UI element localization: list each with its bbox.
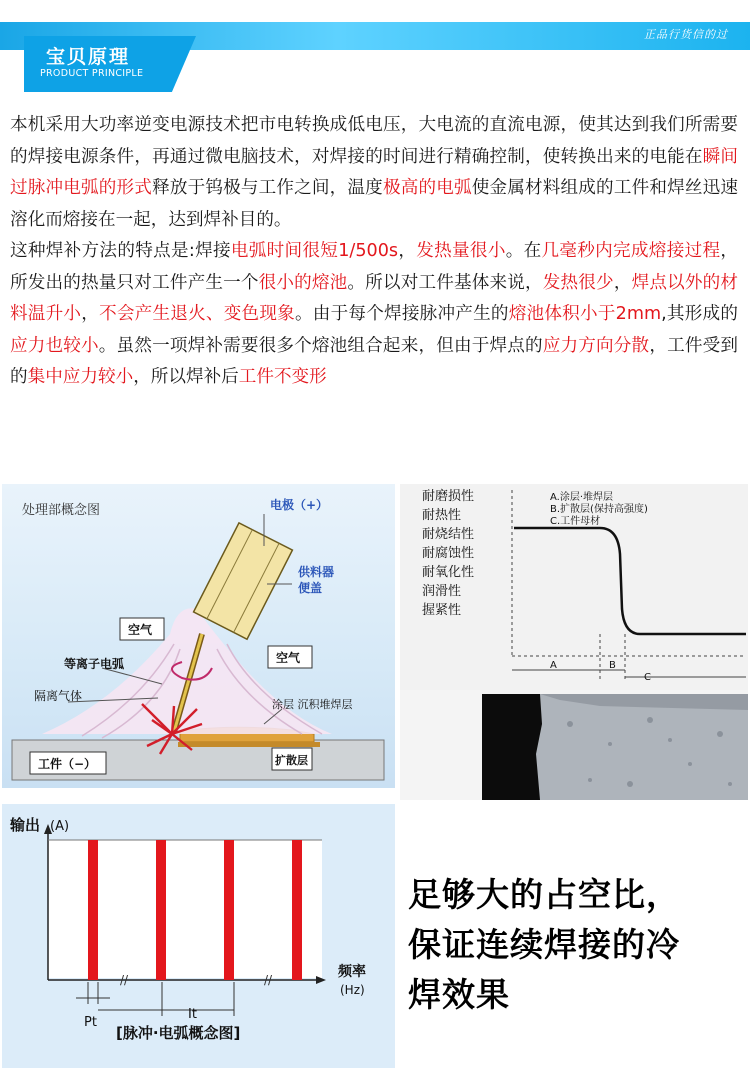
body-text: ,其形成的 <box>661 304 738 324</box>
description-paragraph-1 <box>10 110 738 236</box>
highlight-text: 焊点以外的材料温升小 <box>10 272 738 324</box>
highlight-text: 发热量很小 <box>416 241 506 261</box>
diffusion-label: 扩散层 <box>275 754 308 767</box>
highlight-text: 瞬间过脉冲电弧的形式 <box>10 146 738 198</box>
pulse-bar <box>88 840 98 980</box>
axis-break-2: // <box>264 973 273 987</box>
highlight-text: 应力也较小 <box>10 335 99 356</box>
shield-gas-plume <box>42 608 332 734</box>
body-text: 本机采用大功率逆变电源技术把市电转换成低电压，大电流的直流电源，使其达到我们所需要的焊接电源条件，再通过微电脑技术，对焊接的时间进行精确控制，使转换出来的电能在 <box>10 115 738 167</box>
pulse-diagram <box>2 804 395 1068</box>
description-paragraph-2 <box>10 236 738 394</box>
highlight-text: 极高的电弧 <box>382 178 472 198</box>
feeder-label: 供料器 <box>298 565 335 579</box>
electrode-label: 电极（+） <box>270 498 329 512</box>
zone-a-label: A <box>550 660 557 671</box>
properties-diagram-svg <box>400 484 748 800</box>
highlight-text: 集中应力较小 <box>27 367 134 387</box>
property-label: 润滑性 <box>422 584 462 599</box>
pt-label: Pt <box>84 1015 97 1030</box>
workpiece-label: 工件（−） <box>38 757 97 771</box>
coating-section <box>482 694 542 800</box>
pulse-x-unit: (Hz) <box>340 983 365 997</box>
property-label: 耐热性 <box>422 508 462 523</box>
air-right-label: 空气 <box>276 651 301 665</box>
body-text: 。在 <box>505 241 542 261</box>
body-text: 。虽然一项焊补需要很多个熔池组合起来，但由于焊点的 <box>98 335 543 356</box>
it-label: It <box>188 1007 197 1022</box>
highlight-text: 电弧时间很短1/500s <box>230 241 399 261</box>
body-text: 。所以对工件基体来说， <box>347 272 543 293</box>
highlight-text: 发热很少 <box>542 272 614 293</box>
body-text: ， <box>613 272 632 293</box>
zone-b-label: B <box>609 660 616 671</box>
tagline-line-3: 焊效果 <box>408 975 510 1014</box>
body-text: ，所发出的热量只对工件产生一个 <box>10 241 738 293</box>
highlight-text: 工件不变形 <box>238 367 327 387</box>
air-left-label: 空气 <box>128 623 153 637</box>
highlight-text: 应力方向分散 <box>542 335 650 356</box>
pulse-y-unit: (A) <box>50 819 70 834</box>
process-diagram-svg <box>2 484 395 788</box>
description-text <box>10 110 738 394</box>
highlight-text: 很小的熔池 <box>258 272 348 293</box>
tagline-line-2: 保证连续焊接的冷 <box>408 925 680 964</box>
slogan-text: 正品行货信的过 <box>644 28 728 41</box>
zone-c-label: C <box>644 672 651 683</box>
header-banner <box>0 0 750 92</box>
property-label: 耐烧结性 <box>422 527 475 542</box>
legend-a: A.涂层·堆焊层 <box>550 492 614 503</box>
legend-b: B.扩散层(保持高强度) <box>550 504 648 515</box>
highlight-text: 几毫秒内完成熔接过程 <box>541 241 721 261</box>
pulse-x-label: 频率 <box>338 964 366 980</box>
axis-break-1: // <box>120 973 129 987</box>
pulse-diagram-svg <box>2 804 395 1068</box>
process-diagram-title: 处理部概念图 <box>22 503 101 518</box>
tagline-panel <box>400 804 748 1068</box>
pulse-y-label: 输出 <box>10 816 41 834</box>
body-text: 。由于每个焊接脉冲产生的 <box>295 304 509 324</box>
property-label: 握紧性 <box>422 603 462 618</box>
body-text: 使金属材料组成的工件和焊丝迅速溶化而熔接在一起，达到焊补目的。 <box>10 178 738 230</box>
pulse-caption: [脉冲·电弧概念图] <box>116 1024 241 1042</box>
body-text: ， <box>398 241 417 261</box>
body-text: 这种焊补方法的特点是:焊接 <box>10 241 231 261</box>
section-subtitle: PRODUCT PRINCIPLE <box>40 68 144 79</box>
body-text: ，所以焊补后 <box>133 367 239 387</box>
process-diagram <box>2 484 395 788</box>
body-text: ，工件受到的 <box>10 335 738 387</box>
pulse-bar <box>292 840 302 980</box>
tagline-line-1: 足够大的占空比， <box>408 875 680 914</box>
coating-label: 涂层 沉积堆焊层 <box>272 698 353 711</box>
torch <box>194 523 293 639</box>
feeder-label-2: 便盖 <box>298 581 323 595</box>
tagline-text <box>408 870 680 1020</box>
property-label: 耐腐蚀性 <box>422 546 475 561</box>
property-label: 耐磨损性 <box>422 489 475 504</box>
highlight-text: 熔池体积小于2mm <box>508 304 662 324</box>
properties-diagram <box>400 484 748 800</box>
legend-c: C.工件母材 <box>550 516 601 527</box>
diffusion-strip <box>178 742 320 747</box>
pulse-bar <box>224 840 234 980</box>
body-text: ， <box>81 304 100 324</box>
plasma-arc-label: 等离子电弧 <box>64 657 125 671</box>
section-title: 宝贝原理 <box>46 46 131 68</box>
shield-gas-label: 隔离气体 <box>34 689 83 703</box>
pulse-bar <box>156 840 166 980</box>
property-label: 耐氧化性 <box>422 565 475 580</box>
body-text: 释放于钨极与工作之间，温度 <box>152 178 383 198</box>
highlight-text: 不会产生退火、变色现象 <box>99 304 295 324</box>
